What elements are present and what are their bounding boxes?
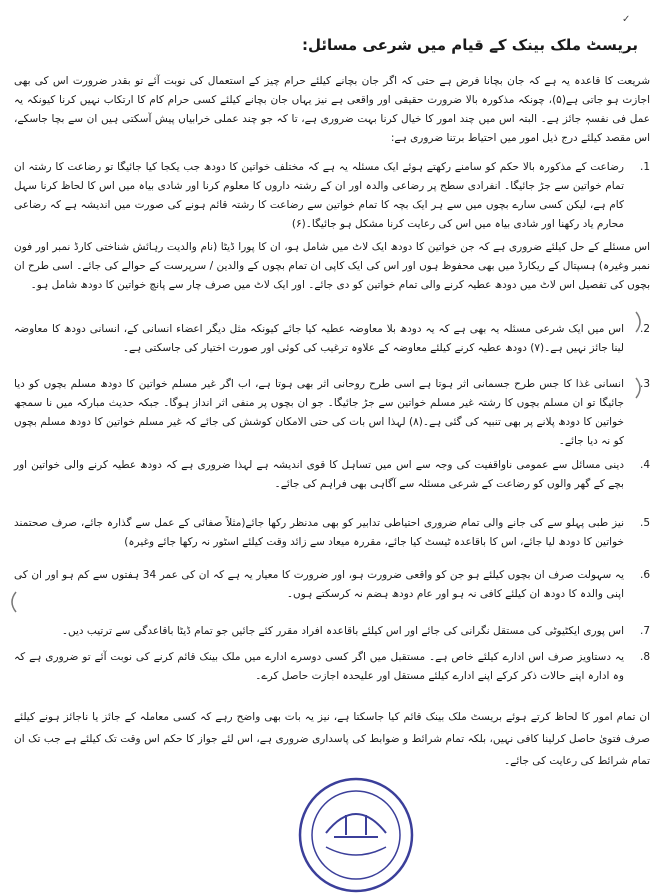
item-text: نیز طبی پہلو سے کی جانے والی تمام ضروری احتیاطی تدابیر کو بھی مدنظر رکھا جائے(مثلاً صفائی کے عمل سے گذارہ جائے، صرف صحتمند خواتین کا دودھ لیا جائے، اس کا باقاعدہ ٹیسٹ کیا جائے، مقررہ میعاد سے زائد وقت کیلئے اسٹور نہ رکھا جائے وغیرہ) — [14, 517, 624, 548]
item-text: اس میں ایک شرعی مسئلہ یہ بھی ہے کہ یہ دودھ بلا معاوضہ عطیہ کیا جائے کیونکہ مثل دیگر اعضاء انسانی کے، انسانی دودھ کا معاوضہ لینا جائز نہیں ہے۔(۷) دودھ عطیہ کرنے کیلئے معاوضہ کے علاوہ ترغیب کی کوئی اور صورت اختیار کی جاسکتی ہے۔ — [14, 323, 624, 354]
item-text: یہ دستاویز صرف اس ادارے کیلئے خاص ہے۔ مستقبل میں اگر کسی دوسرے ادارے میں ملک بینک قائم کرنے کی نوبت آئے تو ضروری ہے کہ وہ ادارہ اپنے حالات ذکر کرکے اپنے ادارے کیلئے مستقل اور علیحدہ اجازت حاصل کرے۔ — [14, 651, 624, 682]
conclusion-paragraph: ان تمام امور کا لحاظ کرتے ہوئے بریسٹ ملک بینک قائم کیا جاسکتا ہے، نیز یہ بات بھی واضح رہے کہ کسی معاملہ کے جائز یا ناجائز ہونے کیلئے صرف فتویٰ حاصل کرلینا کافی نہیں، بلکہ تمام شرائط و ضوابط کی پاسداری ضروری ہے، اس لئے جواز کا حکم اس وقت تک کیلئے ہے جب تک ان تمام شرائط کی رعایت کی جائے۔ — [14, 711, 650, 767]
item-number: 2. — [639, 323, 650, 335]
item-number: 7. — [639, 625, 650, 637]
item-number: 3. — [639, 378, 650, 390]
list-item-1-continuation: اس مسئلے کے حل کیلئے ضروری ہے کہ جن خواتین کا دودھ ایک لاٹ میں شامل ہو، ان کا پورا ڈیٹا (نام والدیت رہائش شناختی کارڈ نمبر اور فون نمبر وغیرہ) ہسپتال کے ریکارڈ میں بھی محفوظ ہوں اور اس کی ایک کاپی ان تمام بچوں کے والدین / سرپرست کے حوالے کی جائے۔ اسی طرح ان بچوں کی تفصیل اس لاٹ میں دودھ عطیہ کرنے والی تمام خواتین کو دی جائے۔ اور ایک لاٹ میں صرف چار سے پانچ خواتین کا دودھ شامل ہو۔ — [14, 241, 650, 291]
item-number: 4. — [639, 459, 650, 471]
list-item-8 — [14, 648, 650, 686]
list-item-5 — [14, 514, 650, 552]
item-number: 6. — [639, 569, 650, 581]
margin-bracket-mark — [632, 376, 646, 400]
item-number: 8. — [639, 651, 650, 663]
list-item-2 — [14, 320, 650, 358]
tick-mark: ✓ — [622, 14, 631, 25]
item-text: یہ سہولت صرف ان بچوں کیلئے ہو جن کو واقعی ضرورت ہو، اور ضرورت کا معیار یہ ہے کہ ان کی عمر 34 ہفتوں سے کم ہو اور ان کی اپنی والدہ کا دودھ ان کیلئے کافی نہ ہو اور عام دودھ ہضم نہ کرسکتے ہوں۔ — [14, 569, 624, 600]
item-text: رضاعت کے مذکورہ بالا حکم کو سامنے رکھتے ہوئے ایک مسئلہ یہ ہے کہ مختلف خواتین کا دودھ جب یکجا کیا جائیگا تو رضاعت کا رشتہ ان تمام خواتین سے جڑ جائیگا۔ انفرادی سطح پر رضاعی والدہ اور ان کے رشتہ داروں کا معلوم کرنا اور شادی بیاہ میں اس کا لحاظ کرنا سہل کام ہے، لیکن کسی سارے بچوں میں سے ہر ایک بچہ کا تمام خواتین سے رضاعت کا رشتہ قائم ہونے کی صورت میں اندیشہ ہے کہ رضاعی محارم یاد رکھنا اور شادی بیاہ میں اس کی رعایت کرنا مشکل ہو جائیگا۔(۶) — [14, 161, 624, 230]
list-item-6 — [14, 566, 650, 604]
item-text: انسانی غذا کا جس طرح جسمانی اثر ہوتا ہے اسی طرح روحانی اثر بھی ہوتا ہے، اب اگر غیر مسلم خواتین کا دودھ مسلم بچوں کو دیا جائیگا تو ان مسلم بچوں کا رشتہ غیر مسلم خواتین سے جڑ جائیگا۔ جو ان بچوں پر منفی اثر انداز ہوگا۔ جبکہ حدیث مبارکہ میں نا سمجھ خواتین کا دودھ پلانے پر بھی تنبیہ کی گئی ہے۔(۸) لہذا اس بات کی حتی الامکان کوشش کی جائے کہ غیر مسلم خواتین کا دودھ مسلم بچوں کو نہ دیا جائے۔ — [14, 378, 624, 447]
margin-bracket-mark — [6, 590, 20, 614]
margin-bracket-mark — [632, 310, 646, 334]
item-number: 5. — [639, 517, 650, 529]
list-item-7 — [14, 622, 650, 641]
intro-paragraph: شریعت کا قاعدہ یہ ہے کہ جان بچانا فرض ہے حتی کہ اگر جان بچانے کیلئے حرام چیز کے استعمال کی نوبت آئے تو بقدر ضرورت اس کی بھی اجازت ہو جاتی ہے(۵)، چونکہ مذکورہ بالا ضرورت حقیقی اور واقعی ہے نیز یہاں جان بچانے کیلئے کسی حرام کام کا ارتکاب نہیں کرنا کیونکہ یہ عمل فی نفسہٖ جائز ہے۔ البتہ اس میں چند امور کا خیال کرنا بہت ضروری ہے، تا کہ جو چند عملی خرابیاں پیش آسکتی ہیں ان سے بچا جاسکے، اس مقصد کیلئے درج ذیل امور میں احتیاط برتنا ضروری ہے: — [14, 75, 650, 144]
item-text: دینی مسائل سے عمومی ناواقفیت کی وجہ سے اس میں تساہل کا قوی اندیشہ ہے لہذا ضروری ہے کہ دودھ عطیہ کرنے والی خواتین اور بچے کے گھر والوں کو رضاعت کے شرعی مسئلہ سے آگاہی بھی فراہم کی جائے۔ — [14, 459, 624, 490]
document-title: بریسٹ ملک بینک کے قیام میں شرعی مسائل: — [302, 36, 638, 54]
list-item-1 — [14, 158, 650, 234]
list-item-3 — [14, 375, 650, 451]
item-text: اس پوری ایکٹیوٹی کی مستقل نگرانی کی جائے اور اس کیلئے باقاعدہ افراد مقرر کئے جائیں جو تمام ڈیٹا باقاعدگی سے ترتیب دیں۔ — [61, 625, 624, 637]
institution-stamp — [296, 775, 416, 895]
list-item-4 — [14, 456, 650, 494]
item-number: 1. — [639, 161, 650, 173]
